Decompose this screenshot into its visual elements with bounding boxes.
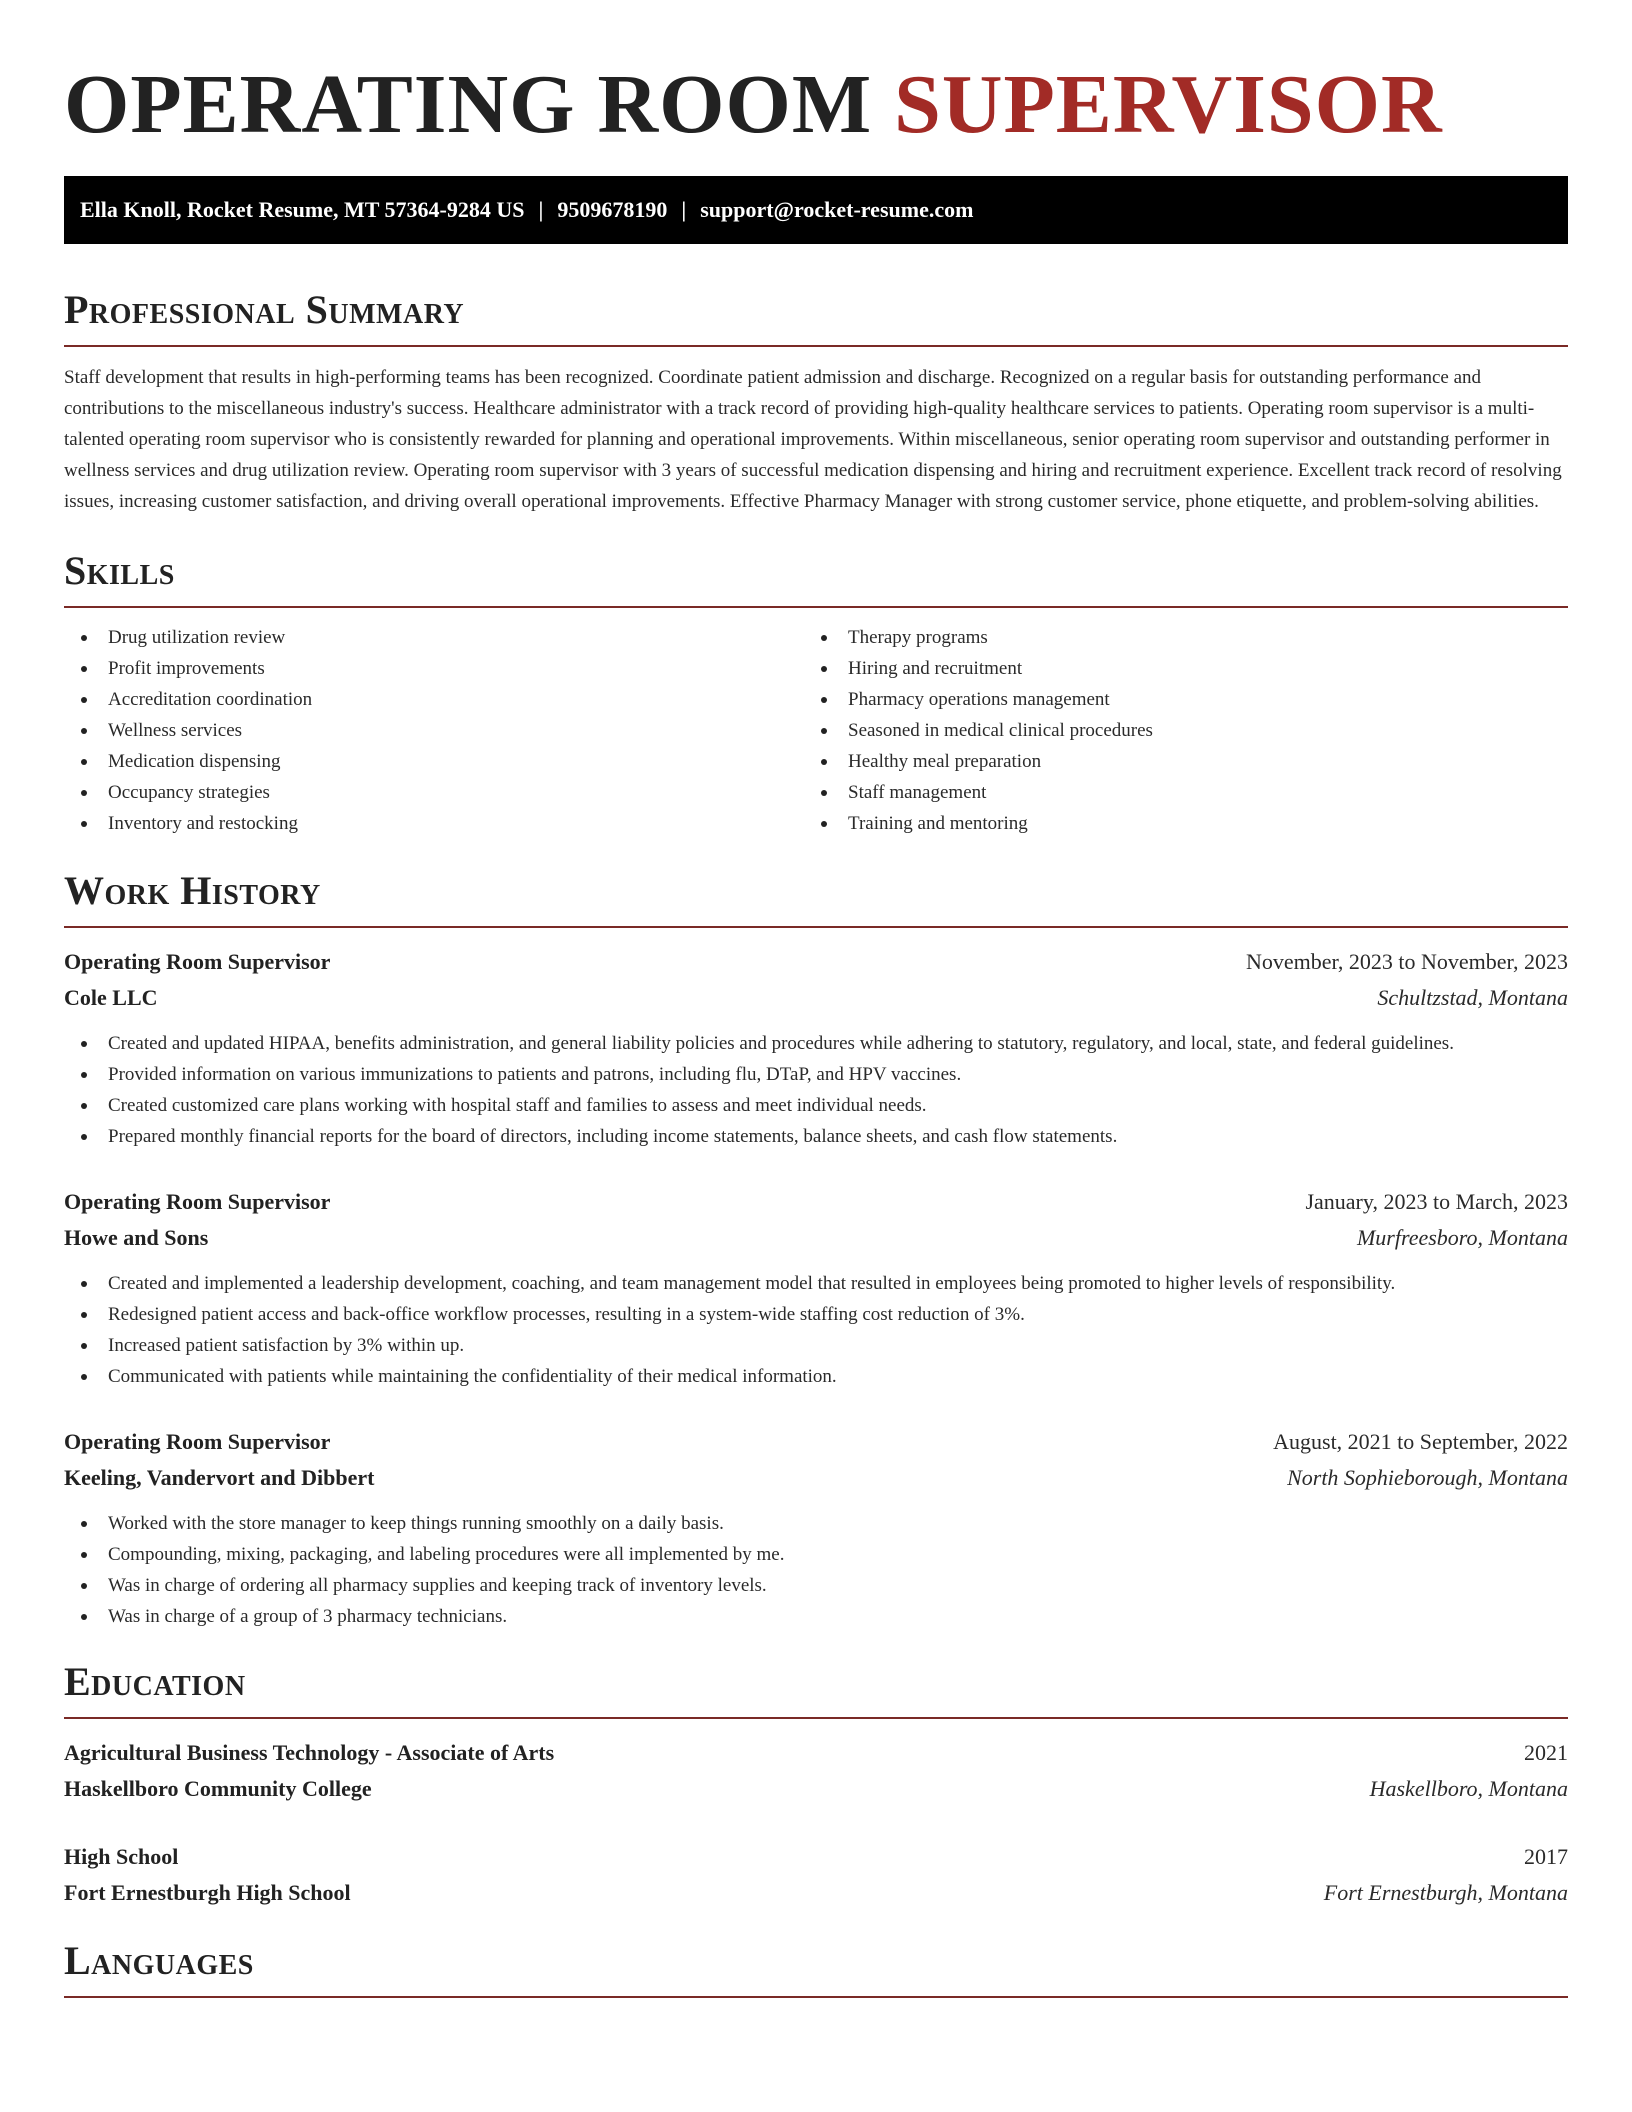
job-entry (64, 1424, 1568, 1632)
education-location: Fort Ernestburgh, Montana (1323, 1880, 1568, 1905)
skill-item: Accreditation coordination (64, 684, 804, 715)
skill-item: Therapy programs (804, 622, 1544, 653)
education-entry (64, 1735, 1568, 1807)
job-location: Schultzstad, Montana (1377, 985, 1568, 1010)
job-title: Operating Room Supervisor (64, 1429, 331, 1454)
skill-item: Training and mentoring (804, 808, 1544, 839)
job-bullets (64, 1268, 1568, 1392)
section-heading: Education (64, 1659, 246, 1704)
work-section (64, 867, 1568, 1632)
job-bullet: Worked with the store manager to keep things running smoothly on a daily basis. (64, 1508, 1568, 1539)
contact-phone[interactable]: 9509678190 (557, 197, 668, 222)
job-bullet: Compounding, mixing, packaging, and labeling procedures were all implemented by me. (64, 1539, 1568, 1570)
skill-item: Profit improvements (64, 653, 804, 684)
skill-item: Seasoned in medical clinical procedures (804, 715, 1544, 746)
job-bullet: Created customized care plans working with hospital staff and families to assess and meet individual needs. (64, 1090, 1568, 1121)
education-section (64, 1658, 1568, 1911)
job-company: Keeling, Vandervort and Dibbert (64, 1465, 375, 1490)
summary-section (64, 286, 1568, 517)
resume-title (64, 0, 1568, 154)
job-bullet: Provided information on various immunizations to patients and patrons, including flu, DTaP, and HPV vaccines. (64, 1059, 1568, 1090)
section-heading: Work History (64, 868, 321, 913)
section-divider (64, 926, 1568, 928)
section-divider (64, 606, 1568, 608)
education-year: 2021 (1524, 1740, 1568, 1765)
education-degree: Agricultural Business Technology - Associate of Arts (64, 1740, 555, 1765)
job-company-row (64, 1220, 1568, 1256)
skill-item: Inventory and restocking (64, 808, 804, 839)
job-bullet: Created and updated HIPAA, benefits administration, and general liability policies and procedures while adhering to statutory, regulatory, and local, state, and federal guidelines. (64, 1028, 1568, 1059)
job-title: Operating Room Supervisor (64, 1189, 331, 1214)
job-dates: January, 2023 to March, 2023 (1305, 1189, 1568, 1214)
skills-list-right (804, 622, 1544, 839)
skill-item: Staff management (804, 777, 1544, 808)
education-location: Haskellboro, Montana (1369, 1776, 1568, 1801)
job-bullets (64, 1028, 1568, 1152)
education-degree: High School (64, 1844, 179, 1869)
skill-item: Healthy meal preparation (804, 746, 1544, 777)
job-location: North Sophieborough, Montana (1287, 1465, 1568, 1490)
skill-item: Occupancy strategies (64, 777, 804, 808)
languages-section (64, 1937, 1568, 1998)
job-bullet: Communicated with patients while maintaining the confidentiality of their medical information. (64, 1361, 1568, 1392)
skills-list-left (64, 622, 804, 839)
job-company: Howe and Sons (64, 1225, 209, 1250)
job-header-row (64, 944, 1568, 980)
skills-section (64, 547, 1568, 839)
title-main: OPERATING ROOM (64, 58, 873, 151)
section-divider (64, 345, 1568, 347)
education-year: 2017 (1524, 1844, 1568, 1869)
contact-email[interactable]: support@rocket-resume.com (700, 197, 974, 222)
job-bullet: Created and implemented a leadership development, coaching, and team management model that resulted in employees being promoted to higher levels of responsibility. (64, 1268, 1568, 1299)
job-header-row (64, 1184, 1568, 1220)
skill-item: Hiring and recruitment (804, 653, 1544, 684)
education-school-row (64, 1875, 1568, 1911)
skill-item: Pharmacy operations management (804, 684, 1544, 715)
education-school: Haskellboro Community College (64, 1776, 372, 1801)
job-bullets (64, 1508, 1568, 1632)
education-entry (64, 1839, 1568, 1911)
contact-separator: | (538, 197, 544, 222)
job-dates: November, 2023 to November, 2023 (1245, 949, 1568, 974)
education-school-row (64, 1771, 1568, 1807)
job-company: Cole LLC (64, 985, 158, 1010)
education-degree-row (64, 1735, 1568, 1771)
title-accent: SUPERVISOR (894, 58, 1443, 151)
summary-text: Staff development that results in high-performing teams has been recognized. Coordinate patient admission and discharge. Recognized on a regular basis for outstanding performance and contributions to the miscellaneous industry's success. Healthcare administrator with a track record of providing high-quality healthcare services to patients. Operating room supervisor is a multi-talented operating room supervisor who is consistently rewarded for planning and operational improvements. Within miscellaneous, senior operating room supervisor and outstanding performer in wellness services and drug utilization review. Operating room supervisor with 3 years of successful medication dispensing and hiring and recruitment experience. Excellent track record of resolving issues, increasing customer satisfaction, and driving overall operational improvements. Effective Pharmacy Manager with strong customer service, phone etiquette, and problem-solving abilities. (64, 367, 1562, 512)
job-dates: August, 2021 to September, 2022 (1273, 1429, 1568, 1454)
education-degree-row (64, 1839, 1568, 1875)
section-divider (64, 1717, 1568, 1719)
contact-address: Ella Knoll, Rocket Resume, MT 57364-9284 US (80, 197, 525, 222)
job-bullet: Prepared monthly financial reports for the board of directors, including income statements, balance sheets, and cash flow statements. (64, 1121, 1568, 1152)
job-title: Operating Room Supervisor (64, 949, 331, 974)
contact-separator: | (681, 197, 687, 222)
job-bullet: Was in charge of a group of 3 pharmacy technicians. (64, 1601, 1568, 1632)
job-company-row (64, 980, 1568, 1016)
skill-item: Wellness services (64, 715, 804, 746)
contact-bar (64, 176, 1568, 244)
section-divider (64, 1996, 1568, 1998)
section-heading: Skills (64, 548, 175, 593)
job-entry (64, 944, 1568, 1152)
job-entry (64, 1184, 1568, 1392)
skill-item: Medication dispensing (64, 746, 804, 777)
skill-item: Drug utilization review (64, 622, 804, 653)
job-bullet: Increased patient satisfaction by 3% within up. (64, 1330, 1568, 1361)
education-school: Fort Ernestburgh High School (64, 1880, 351, 1905)
section-heading: Languages (64, 1938, 254, 1983)
skills-columns (64, 622, 1568, 839)
job-bullet: Redesigned patient access and back-office workflow processes, resulting in a system-wide staffing cost reduction of 3%. (64, 1299, 1568, 1330)
resume-page (64, 0, 1568, 1998)
job-bullet: Was in charge of ordering all pharmacy supplies and keeping track of inventory levels. (64, 1570, 1568, 1601)
section-heading: Professional Summary (64, 287, 465, 332)
job-company-row (64, 1460, 1568, 1496)
job-header-row (64, 1424, 1568, 1460)
job-location: Murfreesboro, Montana (1356, 1225, 1568, 1250)
